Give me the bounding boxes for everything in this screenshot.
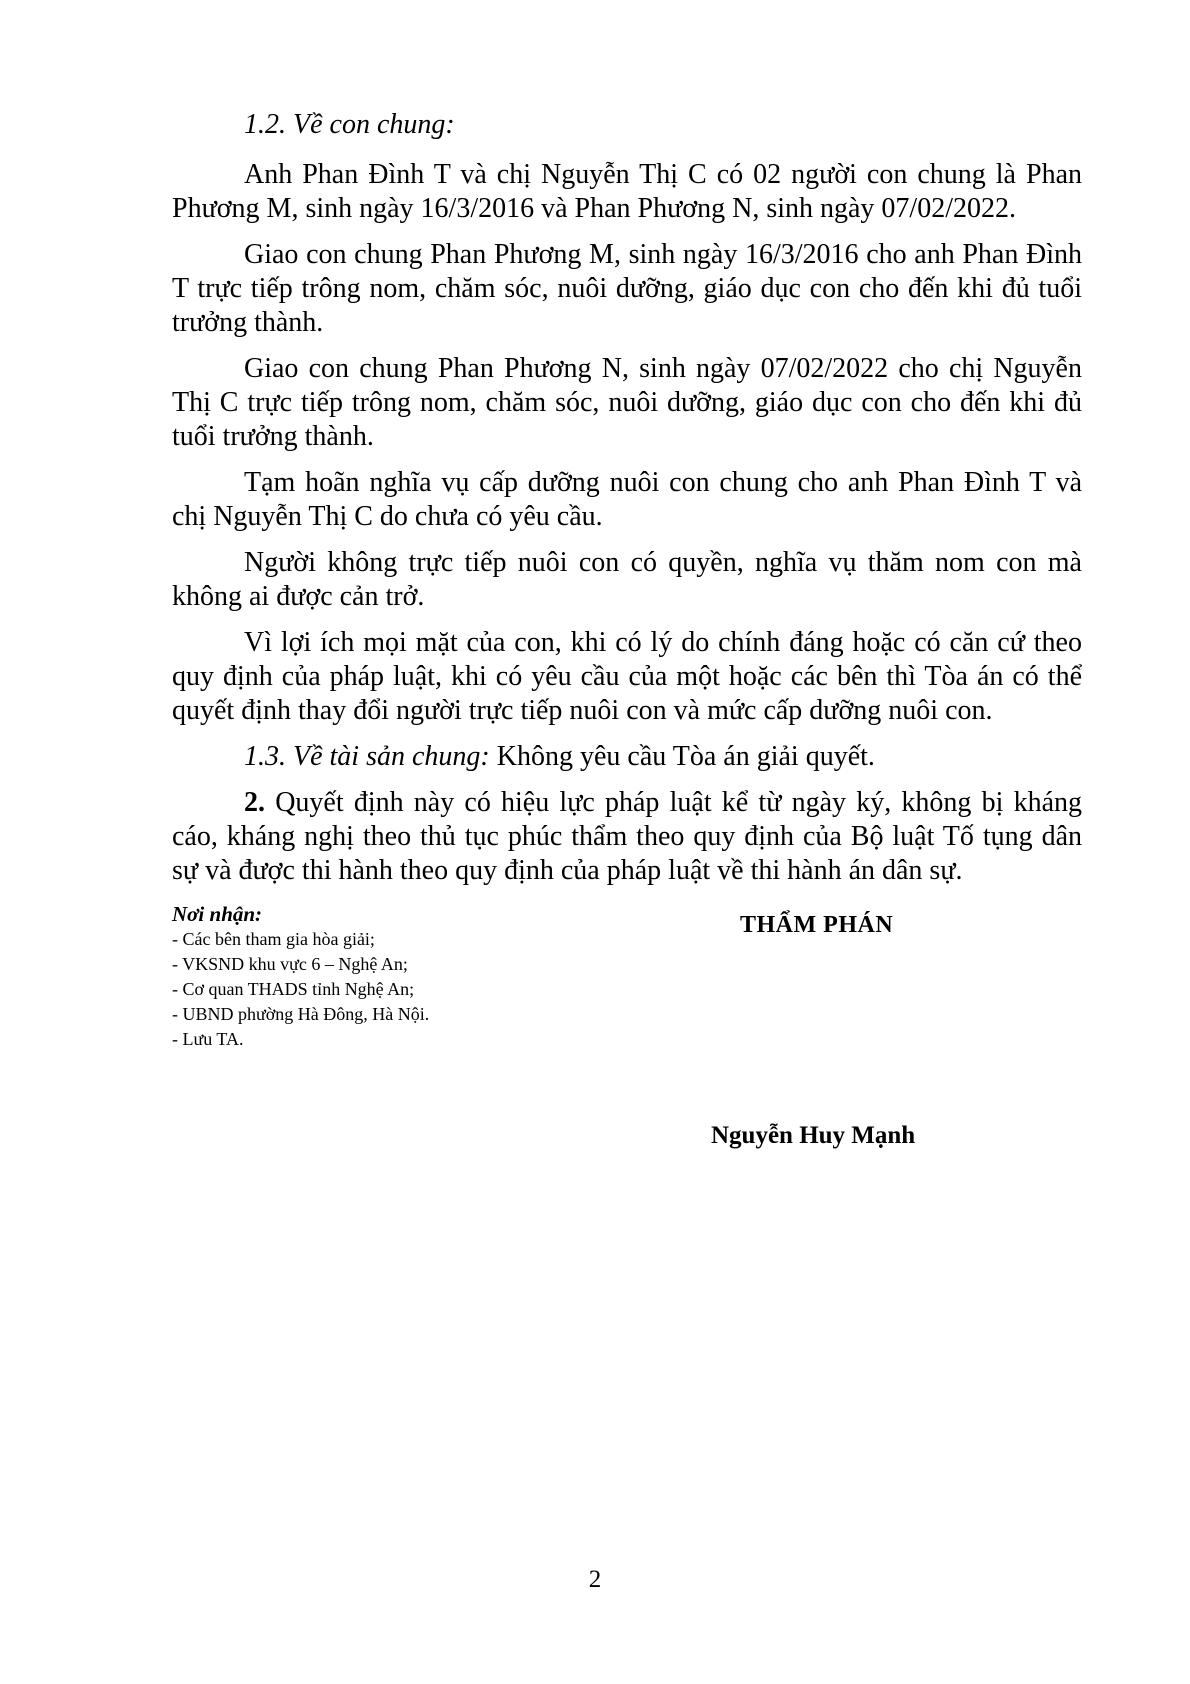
recipient-item: - VKSND khu vực 6 – Nghệ An; — [172, 954, 408, 974]
recipients-title: Nơi nhận: — [172, 902, 263, 926]
section-1-3-text: Không yêu cầu Tòa án giải quyết. — [489, 741, 875, 772]
page-number: 2 — [588, 1566, 602, 1593]
recipients-list — [172, 927, 672, 1052]
recipient-item: - Lưu TA. — [172, 1029, 244, 1049]
custody-change-paragraph: Vì lợi ích mọi mặt của con, khi có lý do chính đáng hoặc có căn cứ theo quy định của pháp luật, khi có yêu cầu của một hoặc các bên thì Tòa án có thể quyết định thay đổi người trực tiếp nuôi con và mức cấp dưỡng nuôi con. — [172, 627, 1082, 726]
child-support-paragraph: Tạm hoãn nghĩa vụ cấp dưỡng nuôi con chung cho anh Phan Đình T và chị Nguyễn Thị C do chưa có yêu cầu. — [172, 467, 1082, 532]
section-1-3-label: 1.3. Về tài sản chung: — [244, 741, 490, 772]
section-2-text: Quyết định này có hiệu lực pháp luật kể từ ngày ký, không bị kháng cáo, kháng nghị theo thủ tục phúc thẩm theo quy định của Bộ luật Tố tụng dân sự và được thi hành theo quy định của pháp luật về thi hành án dân sự. — [172, 787, 1082, 886]
recipients-block — [172, 901, 672, 1052]
custody-child-n-paragraph: Giao con chung Phan Phương N, sinh ngày 07/02/2022 cho chị Nguyễn Thị C trực tiếp trông nom, chăm sóc, nuôi dưỡng, giáo dục con cho đến khi đủ tuổi trưởng thành. — [172, 353, 1082, 452]
recipient-item: - UBND phường Hà Đông, Hà Nội. — [172, 1004, 430, 1024]
visitation-rights-paragraph: Người không trực tiếp nuôi con có quyền, nghĩa vụ thăm nom con mà không ai được cản trở. — [172, 547, 1082, 612]
common-children-paragraph: Anh Phan Đình T và chị Nguyễn Thị C có 02 người con chung là Phan Phương M, sinh ngày 16/3/2016 và Phan Phương N, sinh ngày 07/02/2022. — [172, 159, 1082, 224]
recipient-item: - Các bên tham gia hòa giải; — [172, 929, 375, 949]
signer-title: THẨM PHÁN — [740, 912, 894, 938]
section-1-2-heading: 1.2. Về con chung: — [244, 109, 455, 140]
custody-child-m-paragraph: Giao con chung Phan Phương M, sinh ngày 16/3/2016 cho anh Phan Đình T trực tiếp trông nom, chăm sóc, nuôi dưỡng, giáo dục con cho đến khi đủ tuổi trưởng thành. — [172, 239, 1082, 338]
decision-body — [172, 108, 1082, 900]
recipient-item: - Cơ quan THADS tỉnh Nghệ An; — [172, 979, 415, 999]
section-1-3-paragraph — [172, 740, 1082, 774]
signer-name: Nguyễn Huy Mạnh — [711, 1122, 916, 1149]
section-2-number: 2. — [244, 787, 265, 818]
section-2-paragraph — [172, 786, 1082, 888]
